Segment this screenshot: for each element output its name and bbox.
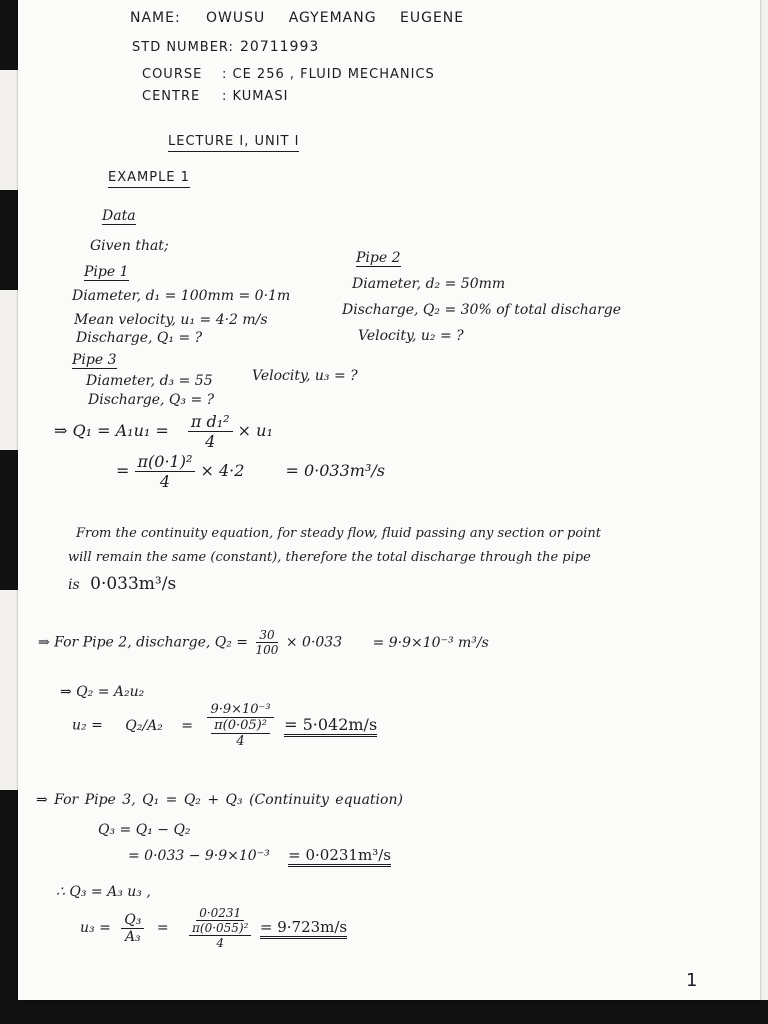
course-value: : CE 256 , FLUID MECHANICS <box>222 67 435 82</box>
scan-border-block <box>0 790 18 1024</box>
page-number: 1 <box>686 970 698 991</box>
pipe3-calc-eq: = <box>156 920 169 936</box>
pipe2-calc-eq: = <box>181 717 193 734</box>
pipe2-discharge: Discharge, Q₂ = 30% of total discharge <box>342 302 622 318</box>
pipe3-heading: Pipe 3 <box>72 352 117 368</box>
pipe2-calc-result: = 9·9×10⁻³ m³/s <box>372 634 489 651</box>
pipe3-calc-ratio-den: A₃ <box>124 928 141 945</box>
scan-border-block <box>0 290 18 450</box>
pipe3-calc-big-den-top: π(0·055)² <box>189 921 251 936</box>
pipe3-calc-big-den-bot: 4 <box>216 936 225 950</box>
pipe1-velocity: Mean velocity, u₁ = 4·2 m/s <box>74 312 268 328</box>
calc1-line2-eq: = <box>116 461 130 480</box>
calc1-fraction <box>188 412 233 451</box>
calc1-rhs: × u₁ <box>237 421 273 440</box>
scan-border-block <box>0 70 18 190</box>
name-value: OWUSU AGYEMANG EUGENE <box>206 10 465 26</box>
data-heading: Data <box>102 208 136 224</box>
calc1-line2-mid: × 4·2 <box>200 461 245 480</box>
pipe1-heading: Pipe 1 <box>84 264 129 280</box>
continuity-line2: will remain the same (constant), therefore the total discharge through the pipe <box>68 550 591 565</box>
pipe3-calc-expr: = 0·033 − 9·9×10⁻³ <box>128 848 270 864</box>
pipe3-velocity: Velocity, u₃ = ? <box>252 368 358 384</box>
pipe1-diameter: Diameter, d₁ = 100mm = 0·1m <box>72 288 291 304</box>
scan-border-block <box>0 0 18 70</box>
std-number-label: STD NUMBER: <box>132 40 234 55</box>
pipe3-calc-ratio-num: Q₃ <box>121 912 144 929</box>
course-label: COURSE <box>142 67 203 82</box>
pipe2-calc-big-den-top: π(0·05)² <box>211 718 270 734</box>
pipe2-calc-line1 <box>38 628 489 657</box>
calc1-line1 <box>54 412 273 451</box>
calc1-line2-num: π(0·1)² <box>135 452 196 472</box>
notebook-page <box>18 0 760 1000</box>
calc1-line2-den: 4 <box>159 472 171 491</box>
pipe2-calc-velocity: = 5·042m/s <box>284 715 377 737</box>
pipe2-velocity: Velocity, u₂ = ? <box>358 328 464 344</box>
pipe2-calc-den: 100 <box>255 643 279 657</box>
pipe2-calc-big-den-bot: 4 <box>236 734 245 749</box>
pipe3-calc-u3: u₃ = <box>80 920 111 936</box>
pipe3-calc-big-fraction <box>189 906 251 950</box>
calc1-frac-den: 4 <box>205 432 216 451</box>
pipe2-calc-u2: u₂ = <box>72 717 103 734</box>
lecture-title: LECTURE I, UNIT I <box>168 134 299 152</box>
continuity-line1: From the continuity equation, for steady flow, fluid passing any section or point <box>76 526 601 541</box>
pipe3-calc-line2: Q₃ = Q₁ − Q₂ <box>98 822 191 838</box>
pipe3-calc-line3 <box>128 846 391 864</box>
pipe2-calc-prefix: ⇒ For Pipe 2, discharge, Q₂ = <box>38 634 249 651</box>
pipe2-calc-big-fraction <box>207 702 273 749</box>
pipe2-calc-ratio: Q₂/A₂ <box>125 717 163 734</box>
pipe2-calc-mid: × 0·033 <box>285 634 343 651</box>
pipe3-calc-velocity: = 9·723m/s <box>260 918 347 939</box>
scan-border-block <box>0 190 18 290</box>
calc1-line2 <box>116 452 385 491</box>
pipe2-diameter: Diameter, d₂ = 50mm <box>352 276 506 292</box>
pipe2-calc-line2: ⇒ Q₂ = A₂u₂ <box>60 684 145 700</box>
given-text: Given that; <box>90 238 169 254</box>
continuity-line3 <box>68 574 176 594</box>
scan-border-block <box>0 1000 768 1024</box>
std-number-value: 20711993 <box>240 39 320 55</box>
pipe3-calc-big-num: 0·0231 <box>196 906 244 921</box>
centre-value: : KUMASI <box>222 89 289 104</box>
pipe3-calc-ratio <box>121 912 144 945</box>
pipe3-calc-q3: = 0·0231m³/s <box>288 846 391 867</box>
pipe2-calc-num: 30 <box>256 628 277 643</box>
scan-border-block <box>760 0 768 1024</box>
continuity-prefix: is <box>68 577 80 593</box>
continuity-value: 0·033m³/s <box>90 574 177 594</box>
calc1-line2-result: = 0·033m³/s <box>285 461 385 480</box>
scan-border-block <box>0 450 18 590</box>
pipe2-calc-fraction <box>253 628 282 657</box>
pipe2-calc-line3 <box>72 702 377 749</box>
calc1-frac-num: π d₁² <box>188 412 233 432</box>
scan-border-block <box>0 590 18 790</box>
pipe3-discharge: Discharge, Q₃ = ? <box>88 392 215 408</box>
calc1-lhs: ⇒ Q₁ = A₁u₁ = <box>54 421 169 440</box>
pipe3-calc-line5 <box>80 906 347 950</box>
pipe2-heading: Pipe 2 <box>356 250 401 266</box>
example-title: EXAMPLE 1 <box>108 170 190 188</box>
calc1-line2-fraction <box>135 452 196 491</box>
pipe3-calc-line4: ∴ Q₃ = A₃ u₃ , <box>56 884 151 900</box>
pipe3-calc-line1: ⇒ For Pipe 3, Q₁ = Q₂ + Q₃ (Continuity equation) <box>36 792 403 808</box>
pipe1-discharge: Discharge, Q₁ = ? <box>76 330 203 346</box>
pipe2-calc-big-num: 9·9×10⁻³ <box>207 702 273 718</box>
name-label: NAME: <box>130 10 181 26</box>
pipe3-diameter: Diameter, d₃ = 55 <box>86 373 213 389</box>
centre-label: CENTRE <box>142 89 201 104</box>
